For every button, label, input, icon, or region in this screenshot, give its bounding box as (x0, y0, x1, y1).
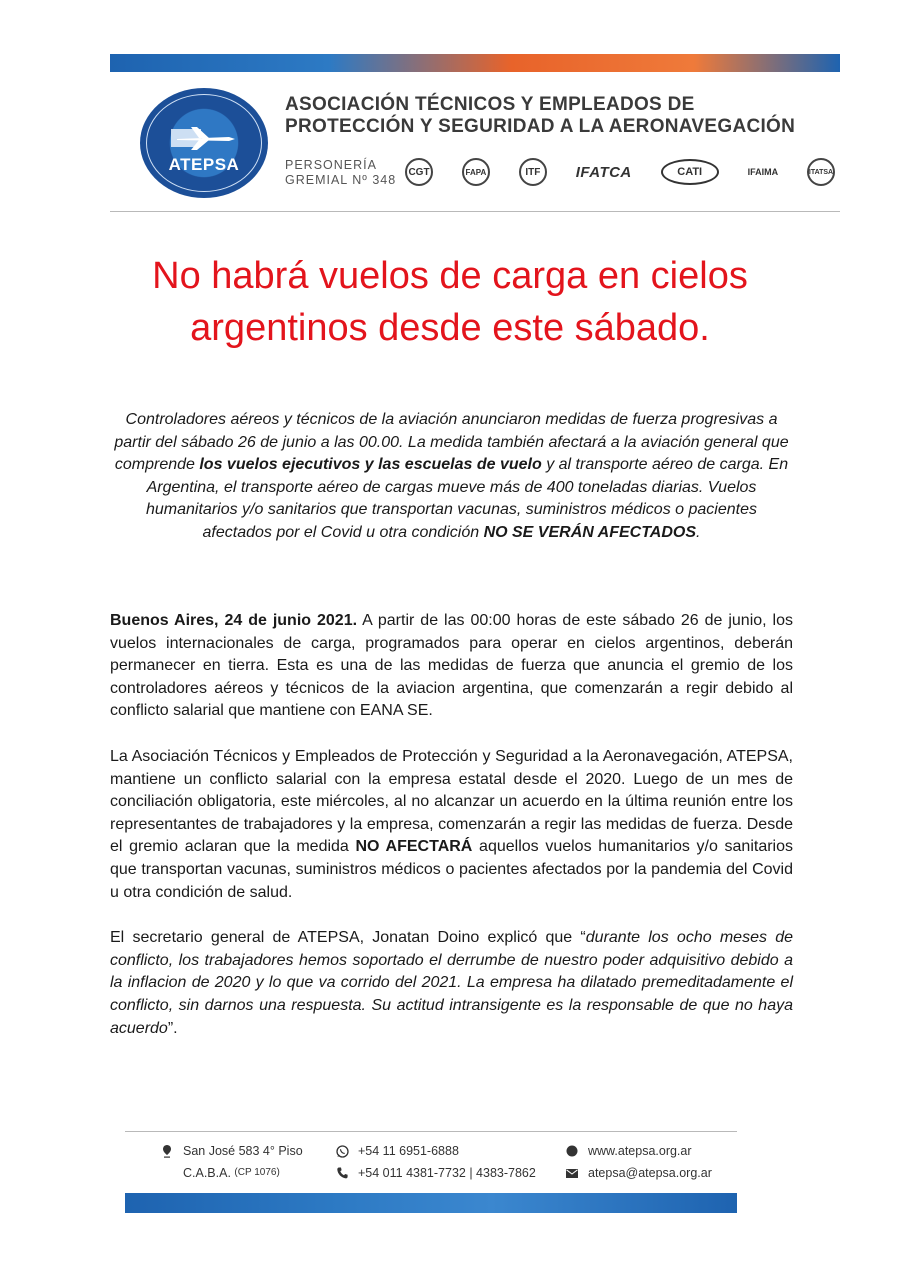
ifaima-logo: IFAIMA (747, 167, 779, 177)
affiliate-logos (405, 154, 835, 190)
seal-text: ATEPSA (168, 155, 240, 174)
address-line: San José 583 4° Piso (183, 1144, 303, 1158)
location-pin-icon (160, 1145, 174, 1158)
whatsapp-number[interactable]: +54 11 6951-6888 (358, 1144, 459, 1158)
headline: No habrá vuelos de carga en cielos argentinos desde este sábado. (152, 255, 748, 349)
top-color-bar (110, 54, 840, 72)
cgt-logo: CGT (405, 158, 433, 186)
letterhead (110, 80, 840, 210)
itf-logo: ITF (519, 158, 547, 186)
atepsa-seal-logo (140, 88, 268, 198)
airplane-icon (169, 125, 239, 151)
footer-contact (150, 1140, 750, 1190)
itatsa-logo: ITATSA (807, 158, 835, 186)
cati-logo: CATI (661, 159, 719, 185)
phone-numbers[interactable]: +54 011 4381-7732 | 4383-7862 (358, 1166, 536, 1180)
bottom-color-bar (125, 1193, 737, 1213)
footer-web (565, 1140, 712, 1184)
paragraph-1: Buenos Aires, 24 de junio 2021. A partir de las 00:00 horas de este sábado 26 de junio, los vuelos internacionales de carga, programados para operar en cielos argentinos, deberán permanecer en tierra. Esta es una de las medidas de fuerza que anuncia el gremio de los controladores aéreos y técnicos de la aviacion argentina, que comenzarán a regir debido al conflicto salarial que mantiene con EANA SE. (110, 612, 793, 720)
whatsapp-icon (335, 1145, 349, 1158)
footer-address (160, 1140, 303, 1184)
globe-icon (565, 1145, 579, 1157)
footer-divider (125, 1131, 737, 1132)
header-divider (110, 211, 840, 212)
ifatca-logo: IFATCA (575, 163, 632, 181)
email-link[interactable]: atepsa@atepsa.org.ar (588, 1166, 712, 1180)
personeria-gremial: PERSONERÍA GREMIAL Nº 348 (285, 158, 397, 187)
fapa-logo: FAPA (462, 158, 490, 186)
email-icon (565, 1169, 579, 1178)
summary-paragraph: Controladores aéreos y técnicos de la aviación anunciaron medidas de fuerza progresivas a partir del sábado 26 de junio a las 00.00. La medida también afectará a la aviación general que comprende los vuelos ejecutivos y las escuelas de vuelo y al transporte aéreo de carga. En Argentina, el transporte aéreo de cargas mueve más de 400 toneladas diarias. Vuelos humanitarios y/o sanitarios que transportan vacunas, suministros médicos o pacientes afectados por el Covid u otra condición NO SE VERÁN AFECTADOS. (114, 411, 789, 541)
organization-name: ASOCIACIÓN TÉCNICOS Y EMPLEADOS DE PROTECCIÓN Y SEGURIDAD A LA AERONAVEGACIÓN (285, 94, 796, 137)
paragraph-3: El secretario general de ATEPSA, Jonatan Doino explicó que “durante los ocho meses de conflicto, los trabajadores hemos soportado el derrumbe de nuestro poder adquisitivo debido a la inflacion de 2020 y lo que va corrido del 2021. La empresa ha dilatado premeditadamente el conflicto, sin darnos una respuesta. Su actitud intransigente es la responsable de que no haya acuerdo”. (110, 929, 794, 1037)
address-city: C.A.B.A. (183, 1166, 231, 1180)
article-body (110, 610, 793, 1063)
website-link[interactable]: www.atepsa.org.ar (588, 1144, 692, 1158)
footer-phones (335, 1140, 536, 1184)
paragraph-2: La Asociación Técnicos y Empleados de Protección y Seguridad a la Aeronavegación, ATEPSA, mantiene un conflicto salarial con la empresa estatal desde el 2020. Luego de un mes de conciliación obligatoria, este miércoles, al no alcanzar un acuerdo en la última reunión entre los representantes de trabajadores y la empresa, comenzarán a regir las medidas de fuerza. Desde el gremio aclaran que la medida NO AFECTARÁ aquellos vuelos humanitarios y/o sanitarios que transportan vacunas, suministros médicos o pacientes afectados por la pandemia del Covid u otra condición de salud. (110, 747, 794, 901)
address-postal-code: (CP 1076) (234, 1167, 280, 1178)
phone-icon (335, 1167, 349, 1179)
